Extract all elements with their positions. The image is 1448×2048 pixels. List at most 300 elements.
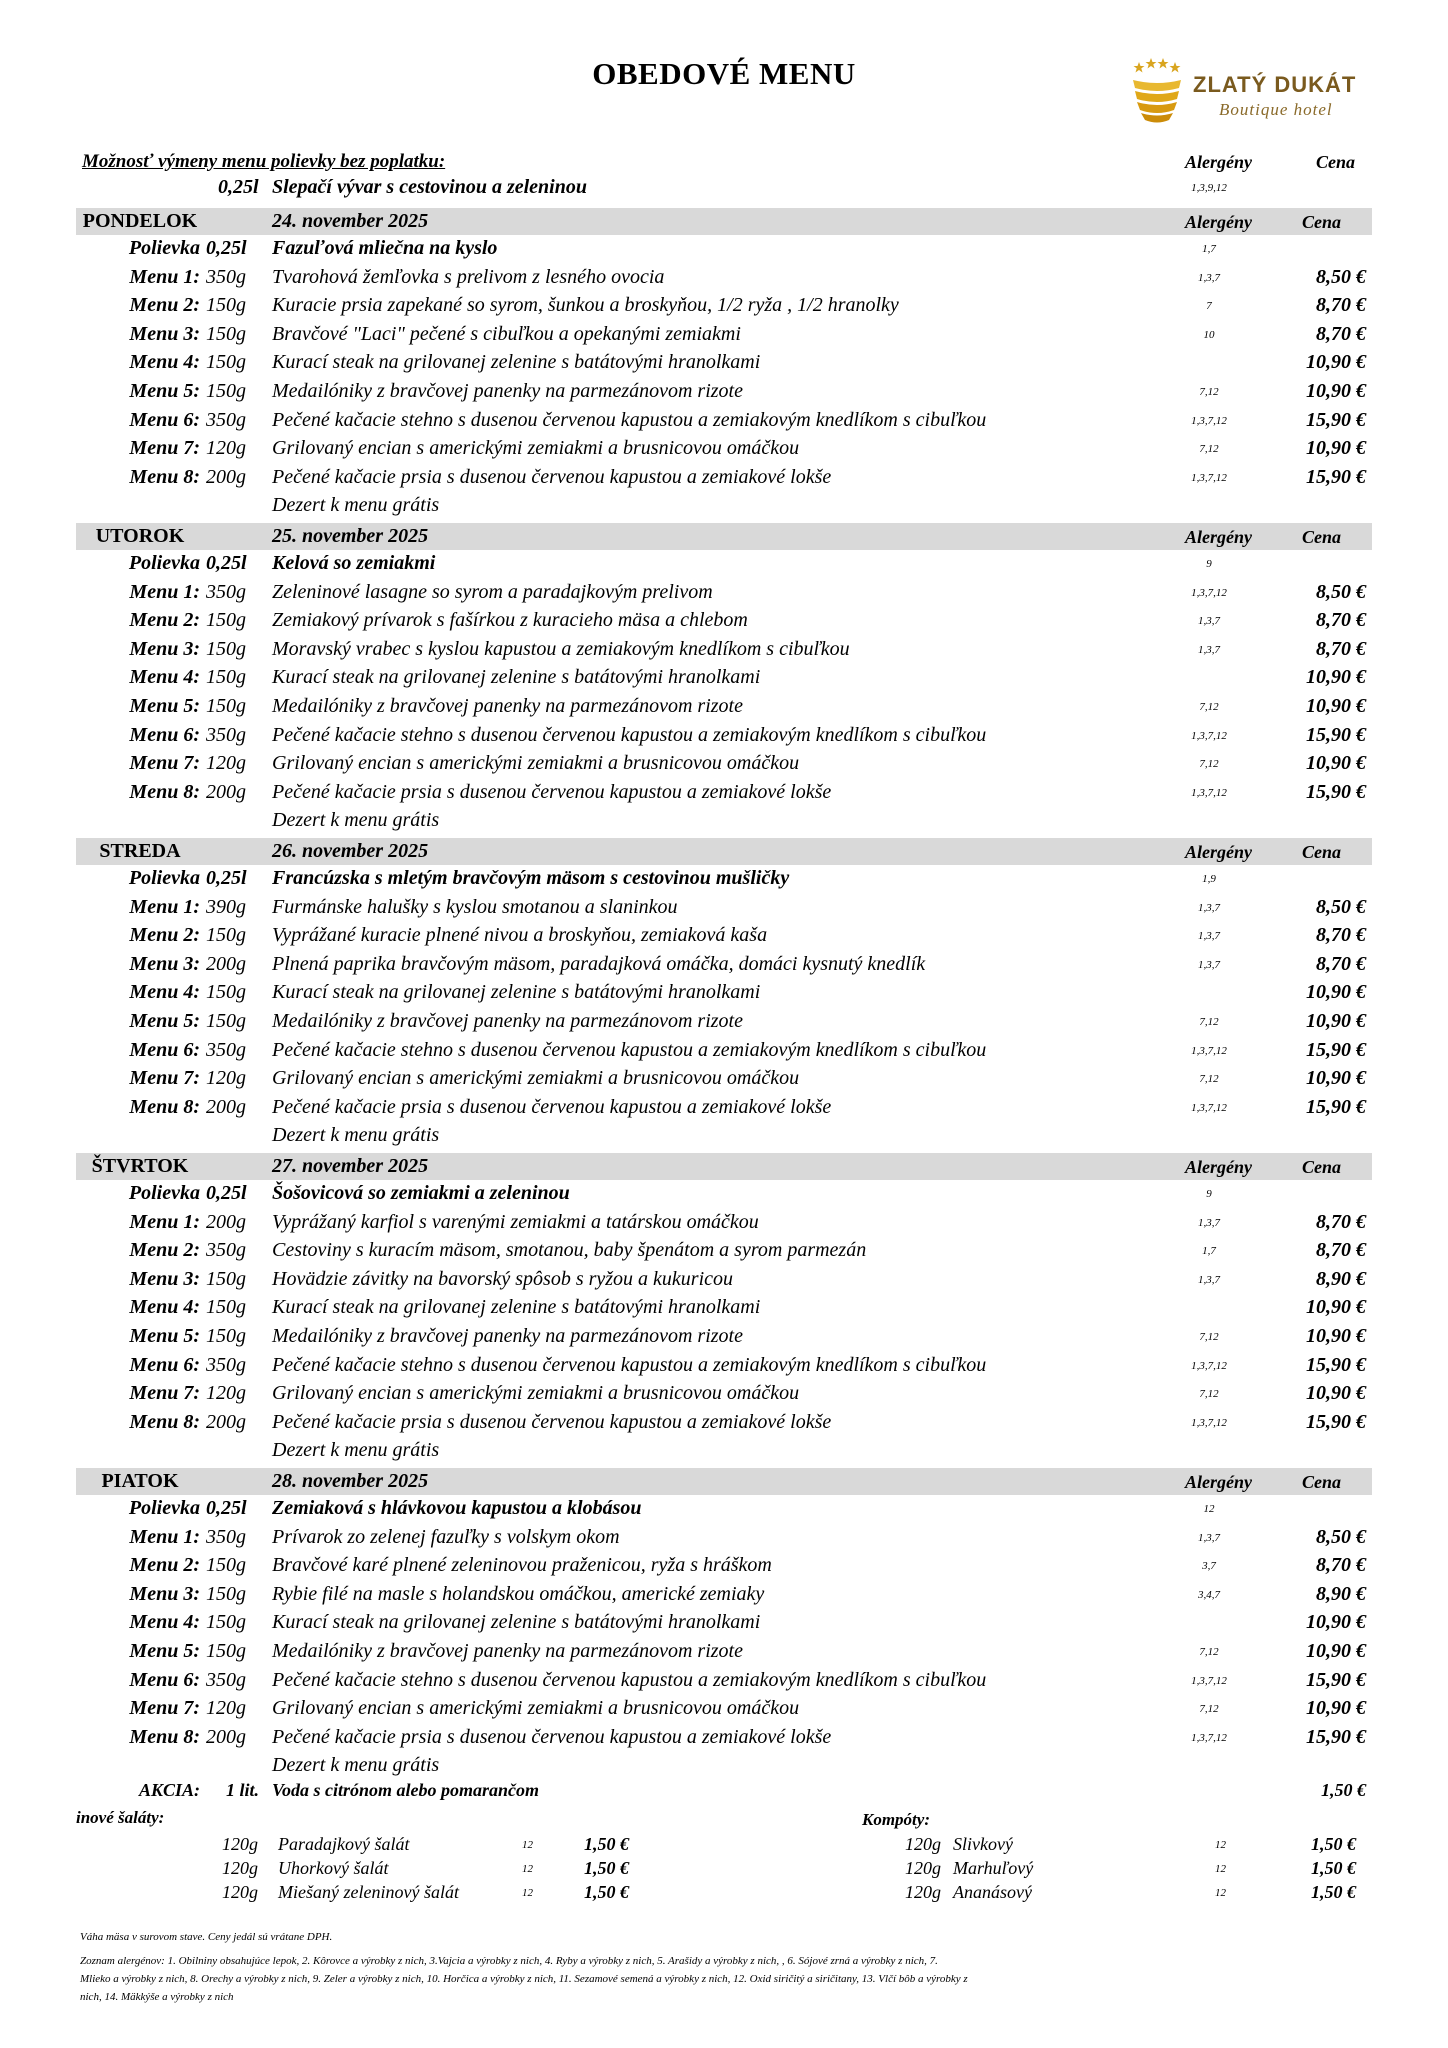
menu-row (76, 1667, 1372, 1696)
day-name: PONDELOK (82, 210, 198, 232)
menu-row (76, 1380, 1372, 1409)
row-dish: Pečené kačacie stehno s dusenou červenou kapustou a zemiakovým knedlíkom s cibuľkou (272, 1038, 987, 1061)
row-allergens: 7,12 (1199, 758, 1219, 771)
row-dish: Grilovaný encian s americkými zemiakmi a brusnicovou omáčkou (272, 1697, 800, 1720)
day-date: 26. november 2025 (272, 840, 429, 862)
row-allergens: 7,12 (1199, 443, 1219, 456)
row-label: Menu 2: (129, 294, 200, 317)
item-name: Paradajkový šalát (278, 1834, 410, 1854)
row-allergens: 3,7 (1202, 1560, 1216, 1573)
row-allergens: 7,12 (1199, 1073, 1219, 1086)
day-name: UTOROK (95, 525, 185, 547)
item-price: 1,50 € (1311, 1882, 1356, 1902)
price-column-header: Cena (1302, 212, 1342, 232)
menu-row (76, 894, 1372, 923)
compote-item (905, 1882, 1448, 1906)
row-label: Menu 4: (129, 1296, 200, 1319)
row-quantity: 350g (206, 408, 246, 431)
row-allergens: 1,3,7,12 (1191, 1731, 1227, 1744)
row-quantity: 200g (206, 1725, 246, 1748)
row-quantity: 150g (206, 1554, 246, 1577)
row-label: Menu 5: (129, 1639, 200, 1662)
menu-row (76, 321, 1372, 350)
row-label: Menu 5: (129, 379, 200, 402)
row-dish: Pečené kačacie prsia s dusenou červenou kapustou a zemiakové lokše (272, 1410, 832, 1433)
row-label: Menu 6: (129, 1038, 200, 1061)
row-dish: Bravčové karé plnené zeleninovou praženicou, ryža s hráškom (272, 1554, 772, 1577)
row-allergens: 1,3,7,12 (1191, 414, 1227, 427)
allergen-legend-line-3: nich, 14. Mäkkýše a výrobky z nich (80, 1991, 234, 2003)
row-label: Menu 7: (129, 437, 200, 460)
row-dish: Kelová so zemiakmi (272, 552, 436, 574)
salads-heading: inové šaláty: (76, 1808, 165, 1827)
menu-row (76, 750, 1372, 779)
row-allergens: 1,3,7 (1198, 930, 1220, 943)
allergens-column-header: Alergény (1185, 152, 1252, 172)
row-price: 15,90 € (1306, 1668, 1366, 1691)
crown-logo-icon (1127, 56, 1189, 130)
row-dish: Grilovaný encian s americkými zemiakmi a brusnicovou omáčkou (272, 1382, 800, 1405)
row-label: Menu 4: (129, 351, 200, 374)
row-price: 15,90 € (1306, 1410, 1366, 1433)
allergen-legend-line-1: Zoznam alergénov: 1. Obilniny obsahujúce lepok, 2. Kôrovce a výrobky z nich, 3.Vajcia a výrobky z nich, 4. Ryby a výrobky z nich, 5. Arašidy a výrobky z nich, , 6. Sójové zrná a výrobky z nich, 7. (80, 1955, 938, 1967)
row-dish: Dezert k menu grátis (272, 494, 440, 517)
row-price: 15,90 € (1306, 1353, 1366, 1376)
salad-item (222, 1834, 782, 1858)
row-dish: Pečené kačacie prsia s dusenou červenou kapustou a zemiakové lokše (272, 465, 832, 488)
row-price: 15,90 € (1306, 780, 1366, 803)
menu-row (76, 922, 1372, 951)
row-quantity: 150g (206, 351, 246, 374)
row-quantity: 150g (206, 694, 246, 717)
row-dish: Plnená paprika bravčovým mäsom, paradajková omáčka, domáci kysnutý knedlík (272, 952, 926, 975)
row-dish: Dezert k menu grátis (272, 1754, 440, 1777)
item-name: Slivkový (953, 1834, 1013, 1854)
row-quantity: 350g (206, 580, 246, 603)
row-allergens: 1,3,7 (1198, 615, 1220, 628)
row-quantity: 350g (206, 723, 246, 746)
row-dish: Dezert k menu grátis (272, 1439, 440, 1462)
row-label: Menu 2: (129, 1239, 200, 1262)
swap-qty: 0,25l (218, 176, 259, 198)
item-allergens: 12 (522, 1863, 533, 1875)
row-allergens: 1,3,7,12 (1191, 1044, 1227, 1057)
row-allergens: 3,4,7 (1198, 1588, 1220, 1601)
row-dish: Zemiakový prívarok s fašírkou z kuracieho mäsa a chlebom (272, 609, 748, 632)
row-dish: Pečené kačacie stehno s dusenou červenou kapustou a zemiakovým knedlíkom s cibuľkou (272, 1668, 987, 1691)
row-price: 15,90 € (1306, 1038, 1366, 1061)
row-price: 10,90 € (1306, 379, 1366, 402)
row-label: Menu 4: (129, 1611, 200, 1634)
item-allergens: 12 (1215, 1839, 1226, 1851)
row-price: 8,50 € (1316, 265, 1366, 288)
menu-row (76, 292, 1372, 321)
day-header (76, 208, 1372, 235)
promo-price: 1,50 € (1321, 1780, 1366, 1800)
menu-row (76, 1294, 1372, 1323)
menu-row (76, 1094, 1372, 1123)
menu-row (76, 1724, 1372, 1753)
row-dish: Pečené kačacie prsia s dusenou červenou kapustou a zemiakové lokše (272, 1725, 832, 1748)
row-price: 8,50 € (1316, 580, 1366, 603)
soup-row (76, 865, 1372, 894)
salad-item (222, 1858, 782, 1882)
row-price: 15,90 € (1306, 1095, 1366, 1118)
soup-swap-heading: Možnosť výmeny menu polievky bez poplatku: (82, 151, 446, 172)
allergens-column-header: Alergény (1185, 842, 1252, 862)
row-allergens: 1,3,7 (1198, 1531, 1220, 1544)
row-price: 15,90 € (1306, 1725, 1366, 1748)
row-quantity: 350g (206, 1525, 246, 1548)
row-label: Menu 1: (129, 1210, 200, 1233)
day-name: STREDA (99, 840, 181, 862)
menu-row (76, 1266, 1372, 1295)
row-allergens: 7,12 (1199, 1645, 1219, 1658)
day-section (76, 208, 1372, 521)
row-dish: Furmánske halušky s kyslou smotanou a slaninkou (272, 895, 678, 918)
menu-row (76, 378, 1372, 407)
menu-row (76, 464, 1372, 493)
row-allergens: 7,12 (1199, 1703, 1219, 1716)
menu-row (76, 636, 1372, 665)
row-label: Menu 3: (129, 1267, 200, 1290)
row-dish: Grilovaný encian s americkými zemiakmi a brusnicovou omáčkou (272, 1067, 800, 1090)
row-dish: Pečené kačacie stehno s dusenou červenou kapustou a zemiakovým knedlíkom s cibuľkou (272, 723, 987, 746)
menu-row (76, 664, 1372, 693)
row-price: 15,90 € (1306, 723, 1366, 746)
soup-row (76, 235, 1372, 264)
row-quantity: 350g (206, 1668, 246, 1691)
row-label: Polievka (128, 552, 200, 574)
row-allergens: 9 (1206, 558, 1212, 570)
logo-name: ZLATÝ DUKÁT (1193, 72, 1357, 97)
row-dish: Zemiaková s hlávkovou kapustou a klobásou (272, 1497, 642, 1519)
row-quantity: 200g (206, 1210, 246, 1233)
row-price: 10,90 € (1306, 981, 1366, 1004)
row-quantity: 200g (206, 952, 246, 975)
logo-subtitle: Boutique hotel (1219, 100, 1333, 119)
item-name: Miešaný zeleninový šalát (278, 1882, 459, 1902)
menu-row (76, 607, 1372, 636)
row-quantity: 0,25l (206, 1182, 247, 1204)
row-label: Menu 6: (129, 408, 200, 431)
row-label: Menu 8: (129, 1410, 200, 1433)
row-quantity: 120g (206, 437, 246, 460)
price-column-header: Cena (1316, 152, 1356, 172)
row-dish: Pečené kačacie prsia s dusenou červenou kapustou a zemiakové lokše (272, 780, 832, 803)
row-quantity: 150g (206, 1582, 246, 1605)
row-dish: Cestoviny s kuracím mäsom, smotanou, baby špenátom a syrom parmezán (272, 1239, 867, 1262)
price-column-header: Cena (1302, 1157, 1342, 1177)
row-quantity: 200g (206, 465, 246, 488)
row-label: Menu 6: (129, 1353, 200, 1376)
row-price: 10,90 € (1306, 752, 1366, 775)
row-allergens: 1,3,7,12 (1191, 1101, 1227, 1114)
row-label: Menu 2: (129, 924, 200, 947)
day-date: 24. november 2025 (272, 210, 429, 232)
row-quantity: 200g (206, 1095, 246, 1118)
menu-row (76, 1409, 1372, 1438)
price-column-header: Cena (1302, 842, 1342, 862)
row-label: Menu 3: (129, 1582, 200, 1605)
compote-item (905, 1858, 1448, 1882)
row-price: 10,90 € (1306, 1296, 1366, 1319)
row-allergens: 1,3,7 (1198, 901, 1220, 914)
row-dish: Francúzska s mletým bravčovým mäsom s cestovinou mušličky (272, 867, 790, 889)
row-label: Menu 3: (129, 952, 200, 975)
row-allergens: 1,3,7 (1198, 958, 1220, 971)
row-price: 10,90 € (1306, 1611, 1366, 1634)
row-price: 8,50 € (1316, 895, 1366, 918)
menu-row (76, 1037, 1372, 1066)
row-quantity: 150g (206, 1267, 246, 1290)
day-date: 25. november 2025 (272, 525, 429, 547)
row-quantity: 120g (206, 1382, 246, 1405)
row-label: Menu 7: (129, 1697, 200, 1720)
soup-row (76, 550, 1372, 579)
day-header (76, 1153, 1372, 1180)
row-quantity: 390g (206, 895, 246, 918)
row-quantity: 150g (206, 666, 246, 689)
row-label: Menu 6: (129, 1668, 200, 1691)
row-allergens: 12 (1203, 1503, 1215, 1515)
row-price: 8,70 € (1316, 637, 1366, 660)
item-qty: 120g (905, 1834, 941, 1854)
row-quantity: 150g (206, 1324, 246, 1347)
price-column-header: Cena (1302, 1472, 1342, 1492)
allergens-column-header: Alergény (1185, 1472, 1252, 1492)
row-price: 8,70 € (1316, 322, 1366, 345)
dessert-row (76, 492, 1372, 521)
row-quantity: 150g (206, 322, 246, 345)
row-dish: Medailóniky z bravčovej panenky na parmezánovom rizote (272, 1639, 743, 1662)
row-quantity: 200g (206, 780, 246, 803)
allergens-column-header: Alergény (1185, 527, 1252, 547)
item-price: 1,50 € (584, 1834, 629, 1854)
row-price: 10,90 € (1306, 1639, 1366, 1662)
row-dish: Dezert k menu grátis (272, 1124, 440, 1147)
row-allergens: 1,3,7,12 (1191, 786, 1227, 799)
day-header (76, 1468, 1372, 1495)
menu-row (76, 779, 1372, 808)
row-label: Polievka (128, 867, 200, 889)
row-dish: Fazuľová mliečna na kyslo (272, 237, 498, 259)
row-dish: Moravský vrabec s kyslou kapustou a zemiakovým knedlíkom s cibuľkou (272, 637, 850, 660)
menu-row (76, 1638, 1372, 1667)
item-price: 1,50 € (584, 1882, 629, 1902)
item-price: 1,50 € (1311, 1858, 1356, 1878)
row-label: Polievka (128, 1182, 200, 1204)
row-allergens: 1,7 (1202, 243, 1216, 255)
row-allergens: 1,3,7 (1198, 1216, 1220, 1229)
menu-row (76, 722, 1372, 751)
row-allergens: 1,3,7,12 (1191, 1359, 1227, 1372)
row-allergens: 7 (1206, 300, 1212, 313)
row-label: Menu 1: (129, 265, 200, 288)
hotel-logo (1127, 56, 1377, 130)
row-quantity: 150g (206, 609, 246, 632)
row-price: 10,90 € (1306, 666, 1366, 689)
promo-dish: Voda s citrónom alebo pomarančom (272, 1780, 540, 1800)
row-quantity: 120g (206, 1697, 246, 1720)
row-price: 8,50 € (1316, 1525, 1366, 1548)
price-column-header: Cena (1302, 527, 1342, 547)
row-label: Menu 8: (129, 780, 200, 803)
menu-row (76, 951, 1372, 980)
row-price: 8,70 € (1316, 609, 1366, 632)
row-label: Menu 3: (129, 322, 200, 345)
row-price: 10,90 € (1306, 1067, 1366, 1090)
compote-item (905, 1834, 1448, 1858)
row-dish: Šošovicová so zemiakmi a zeleninou (272, 1182, 570, 1204)
row-dish: Pečené kačacie stehno s dusenou červenou kapustou a zemiakovým knedlíkom s cibuľkou (272, 1353, 987, 1376)
row-dish: Hovädzie závitky na bavorský spôsob s ryžou a kukuricou (272, 1267, 734, 1290)
row-dish: Kurací steak na grilovanej zelenine s batátovými hranolkami (272, 1611, 761, 1634)
row-dish: Medailóniky z bravčovej panenky na parmezánovom rizote (272, 694, 743, 717)
row-price: 8,70 € (1316, 1554, 1366, 1577)
promo-row (76, 1780, 1372, 1806)
row-allergens: 1,3,7 (1198, 271, 1220, 284)
row-price: 10,90 € (1306, 1382, 1366, 1405)
row-dish: Vyprážané kuracie plnené nivou a broskyňou, zemiaková kaša (272, 924, 768, 947)
row-quantity: 150g (206, 379, 246, 402)
row-dish: Vyprážaný karfiol s varenými zemiakmi a tatárskou omáčkou (272, 1210, 759, 1233)
row-quantity: 0,25l (206, 867, 247, 889)
row-allergens: 7,12 (1199, 700, 1219, 713)
day-section (76, 838, 1372, 1151)
dessert-row (76, 1437, 1372, 1466)
row-label: Menu 8: (129, 1095, 200, 1118)
row-quantity: 150g (206, 1296, 246, 1319)
item-name: Uhorkový šalát (278, 1858, 389, 1878)
item-price: 1,50 € (584, 1858, 629, 1878)
swap-dish: Slepačí vývar s cestovinou a zeleninou (272, 176, 587, 198)
allergens-column-header: Alergény (1185, 1157, 1252, 1177)
row-price: 10,90 € (1306, 1009, 1366, 1032)
row-dish: Dezert k menu grátis (272, 809, 440, 832)
menu-row (76, 1065, 1372, 1094)
row-label: Menu 4: (129, 981, 200, 1004)
menu-row (76, 579, 1372, 608)
day-date: 27. november 2025 (272, 1155, 429, 1177)
item-allergens: 12 (1215, 1863, 1226, 1875)
row-allergens: 1,9 (1202, 873, 1216, 885)
row-price: 10,90 € (1306, 1697, 1366, 1720)
row-dish: Kuracie prsia zapekané so syrom, šunkou a broskyňou, 1/2 ryža , 1/2 hranolky (272, 294, 899, 317)
row-quantity: 150g (206, 1639, 246, 1662)
row-price: 15,90 € (1306, 465, 1366, 488)
dessert-row (76, 1752, 1372, 1781)
day-header (76, 523, 1372, 550)
menu-row (76, 1609, 1372, 1638)
row-dish: Pečené kačacie prsia s dusenou červenou kapustou a zemiakové lokše (272, 1095, 832, 1118)
promo-qty: 1 lit. (226, 1780, 260, 1800)
day-section (76, 523, 1372, 836)
row-allergens: 1,3,7,12 (1191, 1416, 1227, 1429)
row-allergens: 7,12 (1199, 1015, 1219, 1028)
row-price: 10,90 € (1306, 351, 1366, 374)
row-dish: Medailóniky z bravčovej panenky na parmezánovom rizote (272, 1009, 743, 1032)
day-name: PIATOK (101, 1470, 179, 1492)
row-dish: Kurací steak na grilovanej zelenine s batátovými hranolkami (272, 666, 761, 689)
row-price: 8,70 € (1316, 952, 1366, 975)
allergen-legend-line-2: Mlieko a výrobky z nich, 8. Orechy a výrobky z nich, 9. Zeler a výrobky z nich, 10. Horčica a výrobky z nich, 11. Sezamové semená a výrobky z nich, 12. Oxid siričitý a siričitany, 13. Vlčí bôb a výrobky z (80, 1973, 968, 1985)
row-label: Menu 8: (129, 1725, 200, 1748)
menu-row (76, 1695, 1372, 1724)
row-label: Menu 1: (129, 1525, 200, 1548)
row-dish: Kurací steak na grilovanej zelenine s batátovými hranolkami (272, 351, 761, 374)
row-dish: Pečené kačacie stehno s dusenou červenou kapustou a zemiakovým knedlíkom s cibuľkou (272, 408, 987, 431)
row-label: Menu 5: (129, 694, 200, 717)
salad-item (222, 1882, 782, 1906)
row-allergens: 1,7 (1202, 1245, 1216, 1258)
row-label: Polievka (128, 1497, 200, 1519)
soup-swap-row (82, 176, 1372, 202)
row-price: 10,90 € (1306, 694, 1366, 717)
row-dish: Medailóniky z bravčovej panenky na parmezánovom rizote (272, 379, 743, 402)
menu-row (76, 1581, 1372, 1610)
row-dish: Rybie filé na masle s holandskou omáčkou, americké zemiaky (272, 1582, 765, 1605)
row-allergens: 1,3,7,12 (1191, 586, 1227, 599)
promo-label: AKCIA: (138, 1780, 200, 1800)
allergens-column-header: Alergény (1185, 212, 1252, 232)
menu-row (76, 1552, 1372, 1581)
row-price: 8,70 € (1316, 1239, 1366, 1262)
row-label: Menu 2: (129, 1554, 200, 1577)
day-header (76, 838, 1372, 865)
menu-row (76, 693, 1372, 722)
row-allergens: 7,12 (1199, 385, 1219, 398)
item-qty: 120g (905, 1882, 941, 1902)
item-name: Marhuľový (953, 1858, 1034, 1878)
row-price: 8,90 € (1316, 1267, 1366, 1290)
item-qty: 120g (222, 1882, 258, 1902)
row-label: Menu 5: (129, 1324, 200, 1347)
row-dish: Prívarok zo zelenej fazuľky s volskym okom (272, 1525, 620, 1548)
row-label: Menu 1: (129, 580, 200, 603)
row-allergens: 1,3,7 (1198, 1273, 1220, 1286)
item-allergens: 12 (522, 1887, 533, 1899)
row-label: Menu 8: (129, 465, 200, 488)
page-title: OBEDOVÉ MENU (592, 56, 856, 91)
row-quantity: 120g (206, 752, 246, 775)
row-allergens: 1,3,7,12 (1191, 1674, 1227, 1687)
row-quantity: 150g (206, 981, 246, 1004)
day-date: 28. november 2025 (272, 1470, 429, 1492)
row-quantity: 0,25l (206, 237, 247, 259)
row-dish: Grilovaný encian s americkými zemiakmi a brusnicovou omáčkou (272, 437, 800, 460)
row-label: Menu 7: (129, 1067, 200, 1090)
soup-row (76, 1180, 1372, 1209)
swap-allergens: 1,3,9,12 (1191, 182, 1227, 194)
row-price: 10,90 € (1306, 1324, 1366, 1347)
dessert-row (76, 807, 1372, 836)
row-dish: Medailóniky z bravčovej panenky na parmezánovom rizote (272, 1324, 743, 1347)
menu-row (76, 407, 1372, 436)
row-price: 8,70 € (1316, 1210, 1366, 1233)
row-allergens: 7,12 (1199, 1330, 1219, 1343)
item-name: Ananásový (953, 1882, 1032, 1902)
row-dish: Zeleninové lasagne so syrom a paradajkovým prelivom (272, 580, 713, 603)
row-label: Menu 2: (129, 609, 200, 632)
row-label: Menu 6: (129, 723, 200, 746)
row-quantity: 350g (206, 1239, 246, 1262)
soup-row (76, 1495, 1372, 1524)
compotes-heading: Kompóty: (862, 1810, 930, 1829)
row-label: Menu 5: (129, 1009, 200, 1032)
row-price: 15,90 € (1306, 408, 1366, 431)
row-price: 10,90 € (1306, 437, 1366, 460)
